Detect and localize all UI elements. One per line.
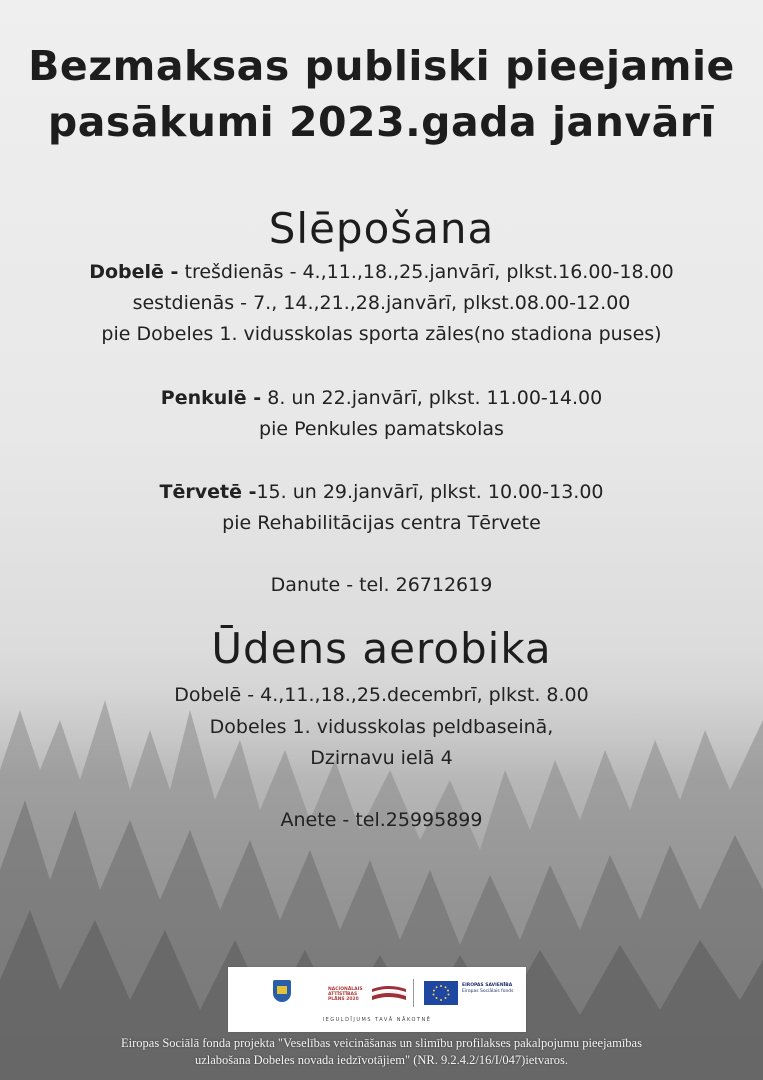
skiing-dobele-schedule-1: trešdienās - 4.,11.,18.,25.janvārī, plkst.16.00-18.00 (178, 261, 674, 283)
skiing-tervete-place: Tērvetē - (159, 481, 257, 503)
project-footer (20, 1035, 743, 1069)
eu-text-line-1: EIROPAS SAVIENĪBA (462, 983, 513, 988)
page-title (0, 38, 763, 150)
latvia-flag-icon (370, 983, 408, 1003)
skiing-penkule-schedule: 8. un 22.janvārī, plkst. 11.00-14.00 (261, 387, 603, 409)
aerobics-line-1: Dobelē - 4.,11.,18.,25.decembrī, plkst. 8.00 (174, 684, 589, 706)
title-line-1: Bezmaksas publiski pieejamie (28, 42, 735, 90)
title-line-2: pasākumi 2023.gada janvārī (47, 98, 716, 146)
skiing-penkule-place: Penkulē - (160, 387, 262, 409)
skiing-tervete-schedule: 15. un 29.janvārī, plkst. 10.00-13.00 (256, 481, 604, 503)
skiing-heading: Slēpošana (268, 204, 495, 253)
skiing-penkule-line-1 (0, 386, 763, 410)
aerobics-heading: Ūdens aerobika (211, 624, 552, 673)
aerobics-line-3: Dzirnavu ielā 4 (310, 747, 453, 769)
skiing-dobele-line-3: pie Dobeles 1. vidusskolas sporta zāles(no stadiona puses) (101, 323, 662, 345)
logo-divider (413, 979, 414, 1007)
eu-logo-text (462, 983, 514, 995)
skiing-contact: Danute - tel. 26712619 (270, 574, 493, 596)
footer-line-1: Eiropas Sociālā fonda projekta "Veselības veicināšanas un slimību profilakses pakalpojumu pieejamības (121, 1036, 642, 1050)
skiing-dobele-line-1 (0, 260, 763, 284)
nap-logo-text: NACIONĀLAIS ATTĪSTĪBAS PLĀNS 2020 (328, 987, 363, 1002)
skiing-dobele-place: Dobelē - (89, 261, 179, 283)
aerobics-contact: Anete - tel.25995899 (280, 809, 483, 831)
eu-flag-icon (424, 981, 458, 1005)
footer-line-2: uzlabošana Dobeles novada iedzīvotājiem" (NR. 9.2.4.2/16/I/047)ietvaros. (194, 1053, 569, 1067)
skiing-tervete-line-2: pie Rehabilitācijas centra Tērvete (222, 512, 541, 534)
funding-logos (228, 967, 526, 1032)
skiing-penkule-line-2: pie Penkules pamatskolas (259, 418, 504, 440)
skiing-dobele-line-2: sestdienās - 7., 14.,21.,28.janvārī, plkst.08.00-12.00 (132, 292, 631, 314)
eu-text-line-2: Eiropas Sociālais fonds (462, 989, 514, 994)
municipality-crest-icon (273, 980, 291, 1002)
aerobics-line-2: Dobeles 1. vidusskolas peldbaseinā, (209, 716, 554, 738)
investment-slogan: IEGULDĪJUMS TAVĀ NĀKOTNĒ (322, 1017, 432, 1023)
skiing-tervete-line-1 (0, 480, 763, 504)
